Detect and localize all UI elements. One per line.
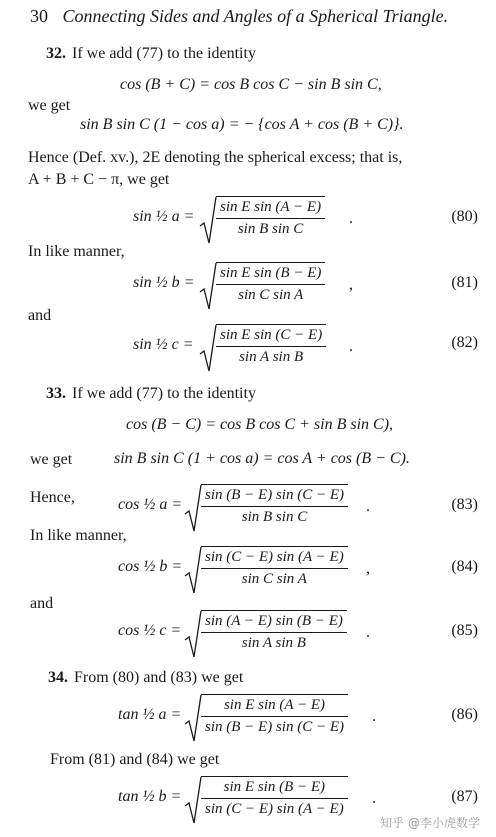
equation-punctuation: , bbox=[349, 276, 353, 293]
equation-number-82: (82) bbox=[451, 334, 478, 351]
equation-lhs: sin ½ b = bbox=[133, 274, 195, 291]
equation-lhs: tan ½ b = bbox=[118, 788, 182, 805]
and-text: and bbox=[30, 595, 54, 612]
equation-punctuation: . bbox=[372, 790, 376, 807]
equation-lhs: cos ½ a = bbox=[118, 496, 183, 513]
and-text: and bbox=[28, 307, 52, 324]
watermark: 知乎 @李小虎数学 bbox=[380, 816, 480, 830]
numerator: sin E sin (B − E) bbox=[216, 263, 325, 285]
radical-sign bbox=[199, 196, 217, 246]
section-32-intro bbox=[46, 44, 256, 64]
numerator: sin (B − E) sin (C − E) bbox=[201, 485, 348, 507]
fraction bbox=[216, 196, 325, 238]
section-33-intro bbox=[46, 384, 256, 404]
we-get-text: we get bbox=[28, 97, 71, 114]
we-get-text: we get bbox=[30, 451, 73, 468]
intro-text: If we add (77) to the identity bbox=[72, 385, 256, 402]
in-like-manner-text: In like manner, bbox=[30, 527, 127, 544]
hence-text: Hence, bbox=[30, 489, 75, 506]
equation-lhs: sin ½ a = bbox=[133, 208, 195, 225]
fraction bbox=[201, 484, 348, 526]
article-number: 32. bbox=[46, 45, 66, 62]
equation-number-80: (80) bbox=[451, 208, 478, 225]
radical-sign bbox=[199, 324, 217, 374]
fraction bbox=[201, 776, 348, 818]
result-equation: sin B sin C (1 + cos a) = cos A + cos (B − C). bbox=[114, 450, 410, 467]
fraction bbox=[201, 694, 348, 736]
identity-equation: cos (B − C) = cos B cos C + sin B sin C), bbox=[126, 416, 394, 433]
denominator: sin C sin A bbox=[238, 287, 304, 303]
equation-number-85: (85) bbox=[451, 622, 478, 639]
denominator: sin A sin B bbox=[239, 349, 304, 365]
denominator: sin B sin C bbox=[241, 509, 308, 525]
fraction bbox=[201, 546, 348, 588]
from-81-84-text: From (81) and (84) we get bbox=[50, 751, 220, 768]
numerator: sin (A − E) sin (B − E) bbox=[201, 611, 347, 633]
result-equation: sin B sin C (1 − cos a) = − {cos A + cos (B + C)}. bbox=[80, 116, 404, 133]
equation-number-84: (84) bbox=[451, 558, 478, 575]
equation-punctuation: . bbox=[349, 210, 353, 227]
fraction bbox=[216, 262, 325, 304]
intro-text: From (80) and (83) we get bbox=[74, 669, 244, 686]
hence-line-2: A + B + C − π, we get bbox=[28, 171, 170, 188]
in-like-manner-text: In like manner, bbox=[28, 243, 125, 260]
numerator: sin E sin (A − E) bbox=[216, 197, 325, 219]
running-title: Connecting Sides and Angles of a Spherical Triangle. bbox=[62, 6, 449, 26]
denominator: sin (B − E) sin (C − E) bbox=[205, 719, 344, 735]
radical-sign bbox=[184, 776, 202, 826]
numerator: sin E sin (A − E) bbox=[201, 695, 348, 717]
numerator: sin (C − E) sin (A − E) bbox=[201, 547, 348, 569]
fraction bbox=[201, 610, 347, 652]
numerator: sin E sin (C − E) bbox=[216, 325, 326, 347]
radical-sign bbox=[184, 694, 202, 744]
equation-punctuation: . bbox=[372, 708, 376, 725]
page-header bbox=[30, 6, 490, 27]
article-number: 34. bbox=[48, 669, 68, 686]
page-number: 30 bbox=[30, 6, 48, 26]
denominator: sin A sin B bbox=[241, 635, 306, 651]
radical-sign bbox=[184, 484, 202, 534]
fraction bbox=[216, 324, 326, 366]
radical-sign bbox=[199, 262, 217, 312]
equation-lhs: tan ½ a = bbox=[118, 706, 182, 723]
denominator: sin B sin C bbox=[237, 221, 304, 237]
denominator: sin C sin A bbox=[241, 571, 307, 587]
intro-text: If we add (77) to the identity bbox=[72, 45, 256, 62]
equation-punctuation: . bbox=[366, 624, 370, 641]
equation-number-86: (86) bbox=[451, 706, 478, 723]
denominator: sin (C − E) sin (A − E) bbox=[205, 801, 344, 817]
equation-number-81: (81) bbox=[451, 274, 478, 291]
equation-number-87: (87) bbox=[451, 788, 478, 805]
equation-number-83: (83) bbox=[451, 496, 478, 513]
equation-punctuation: . bbox=[349, 338, 353, 355]
numerator: sin E sin (B − E) bbox=[201, 777, 348, 799]
radical-sign bbox=[184, 610, 202, 660]
section-34-intro bbox=[48, 668, 243, 688]
equation-lhs: cos ½ c = bbox=[118, 622, 182, 639]
equation-lhs: cos ½ b = bbox=[118, 558, 183, 575]
identity-equation: cos (B + C) = cos B cos C − sin B sin C, bbox=[120, 76, 382, 93]
hence-line-1: Hence (Def. xv.), 2E denoting the spherical excess; that is, bbox=[28, 149, 403, 166]
article-number: 33. bbox=[46, 385, 66, 402]
equation-lhs: sin ½ c = bbox=[133, 336, 194, 353]
equation-punctuation: , bbox=[366, 560, 370, 577]
equation-punctuation: . bbox=[366, 498, 370, 515]
radical-sign bbox=[184, 546, 202, 596]
